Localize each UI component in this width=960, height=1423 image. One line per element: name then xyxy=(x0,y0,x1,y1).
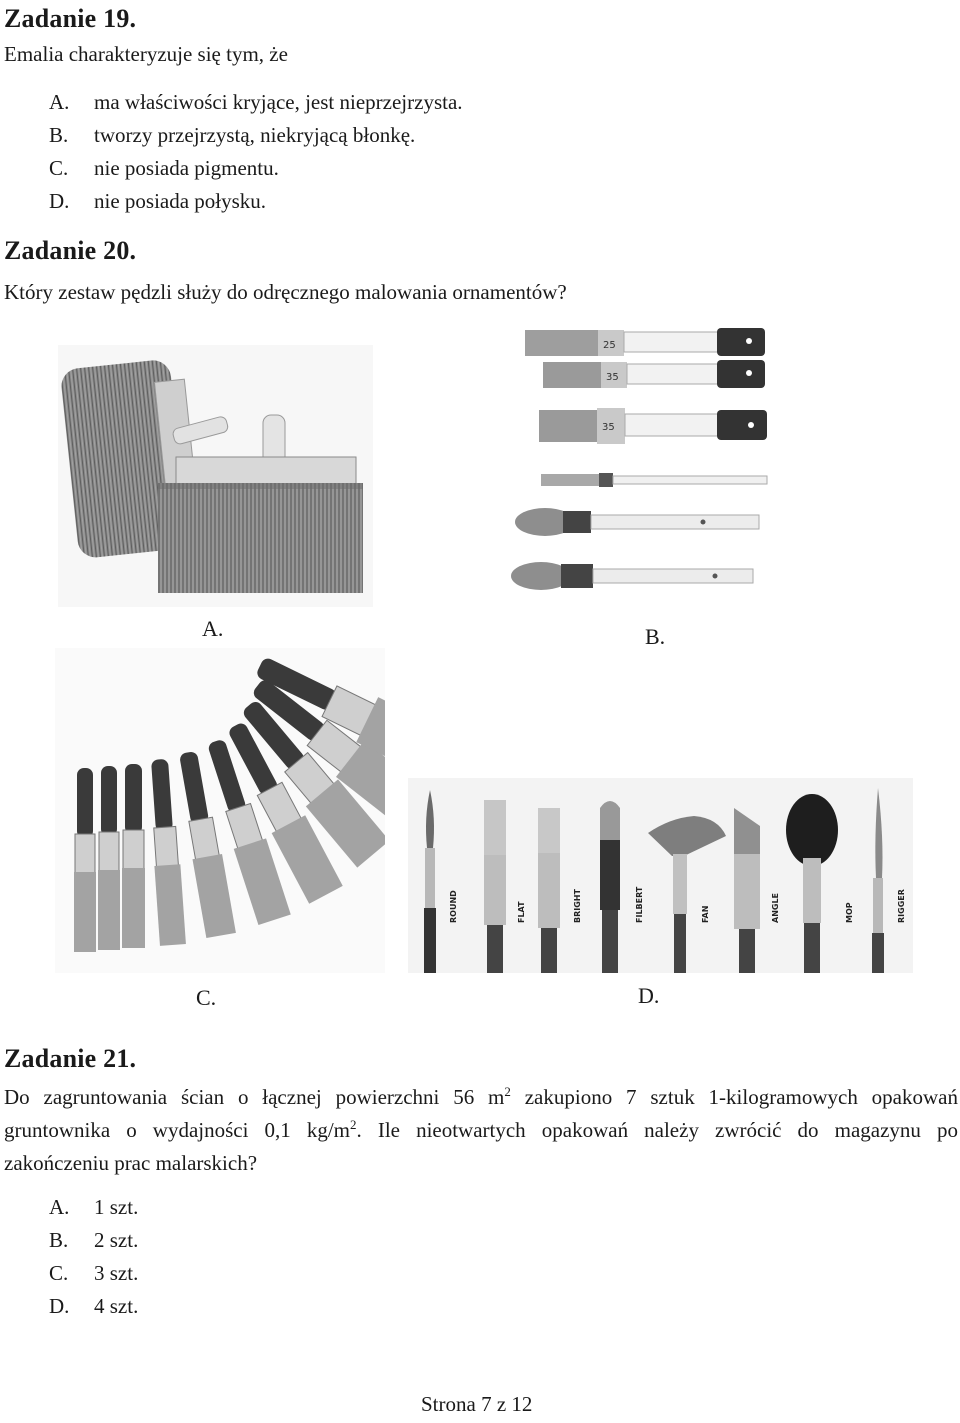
task20-question: Który zestaw pędzli służy do odręcznego malowania ornamentów? xyxy=(4,280,567,304)
image-c-label: C. xyxy=(196,985,217,1010)
task21-option-c-text: 3 szt. xyxy=(94,1261,139,1285)
label-fan: FAN xyxy=(701,905,710,923)
task21-line1-sup: 2 xyxy=(504,1084,511,1099)
task21-option-d-text: 4 szt. xyxy=(94,1294,139,1318)
task19-option-b-letter: B. xyxy=(49,123,69,147)
label-mop: MOP xyxy=(845,902,854,923)
task21-line2-part-b: . Ile nieotwartych opakowań należy zwrócić do magazynu po xyxy=(356,1118,958,1142)
task20-title: Zadanie 20. xyxy=(4,236,137,265)
label-rigger: RIGGER xyxy=(897,889,906,923)
task21-option-a-text: 1 szt. xyxy=(94,1195,139,1219)
task21-line1-part-b: zakupiono 7 sztuk 1-kilogramowych opakowań xyxy=(510,1085,958,1109)
handle-number-3: 35 xyxy=(602,422,615,433)
brush-bright xyxy=(538,808,560,973)
task19-question: Emalia charakteryzuje się tym, że xyxy=(4,42,288,66)
task21-option-a-letter: A. xyxy=(49,1195,70,1219)
task21-line2-part-a: gruntownika o wydajności 0,1 kg/m xyxy=(4,1118,351,1142)
task21-option-c-letter: C. xyxy=(49,1261,69,1285)
task19-option-c-text: nie posiada pigmentu. xyxy=(94,156,279,180)
brush-flat xyxy=(484,800,506,973)
task21-line2-sup: 2 xyxy=(350,1117,357,1132)
label-angle: ANGLE xyxy=(771,892,780,923)
task19-option-a-letter: A. xyxy=(49,90,70,114)
image-c-flat-brushes xyxy=(55,648,385,973)
image-d-label: D. xyxy=(638,983,660,1008)
task19-option-d-text: nie posiada połysku. xyxy=(94,189,267,213)
task19-option-a-text: ma właściwości kryjące, jest nieprzejrzysta. xyxy=(94,90,463,114)
handle-number-2: 35 xyxy=(606,372,619,383)
label-round: ROUND xyxy=(449,890,458,923)
task21-line1-part-a: Do zagruntowania ścian o łącznej powierzchni 56 m xyxy=(4,1085,505,1109)
task19-title: Zadanie 19. xyxy=(4,4,137,33)
label-filbert: FILBERT xyxy=(635,886,644,923)
task21-option-b-text: 2 szt. xyxy=(94,1228,139,1252)
task19-option-d-letter: D. xyxy=(49,189,70,213)
image-b-artist-brushes xyxy=(505,322,775,602)
task21-question-line-3: zakończeniu prac malarskich? xyxy=(4,1151,258,1175)
task21-title: Zadanie 21. xyxy=(4,1044,137,1073)
label-bright: BRIGHT xyxy=(573,889,582,923)
task21-option-b-letter: B. xyxy=(49,1228,69,1252)
label-flat: FLAT xyxy=(517,901,526,923)
task19-option-b-text: tworzy przejrzystą, niekryjącą błonkę. xyxy=(94,123,416,147)
page-number: Strona 7 z 12 xyxy=(421,1392,533,1416)
task21-question-line-2 xyxy=(4,1118,958,1143)
image-a-label: A. xyxy=(202,616,224,641)
task21-question-line-1 xyxy=(4,1085,958,1110)
task21-option-d-letter: D. xyxy=(49,1294,70,1318)
handle-number-1: 25 xyxy=(603,340,616,351)
image-a-wall-brushes xyxy=(58,345,373,607)
image-d-labeled-brushes xyxy=(408,778,913,973)
image-b-label: B. xyxy=(645,624,666,649)
task19-option-c-letter: C. xyxy=(49,156,69,180)
brush-filbert xyxy=(600,801,620,973)
